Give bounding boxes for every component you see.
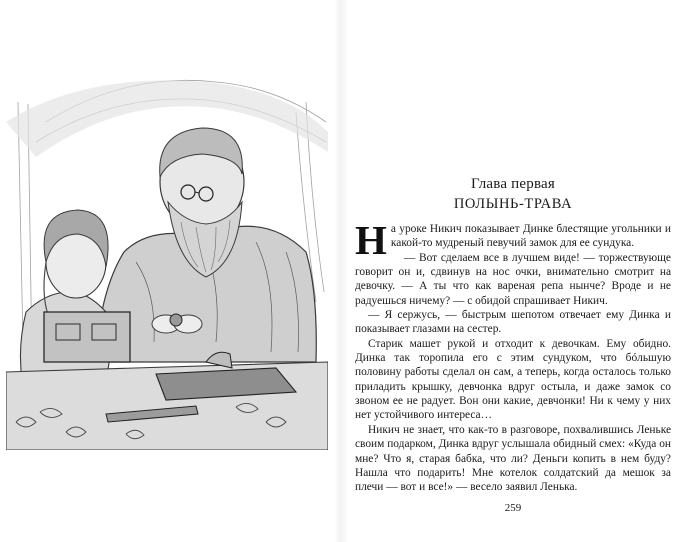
paragraph: — Я сержусь, — быстрым шепотом отвечает ему Динка и показывает глазами на сестер. bbox=[355, 309, 671, 336]
paragraph bbox=[355, 217, 671, 263]
left-page bbox=[0, 0, 342, 542]
book-gutter bbox=[334, 0, 348, 542]
paragraph: Старик машет рукой и отходит к девочкам. Ему обидно. Динка так торопила его с этим сундуком, что бóльшую половину работы сделал он сам, а теперь, когда осталось только приладить крышку, девчонка вдруг остыла, и даже замок со звоном ее не радует. Вон они какие, девчонки! Ни к чему у них нет устойчивого интереса… bbox=[355, 337, 671, 422]
chapter-title: ПОЛЫНЬ-ТРАВА bbox=[453, 196, 573, 212]
chapter-label: Глава первая bbox=[470, 176, 555, 192]
paragraph: Никич не знает, что как-то в разговоре, похвалившись Леньке своим подарком, Динка вдруг услышала обидный смех: «Куда он мне? Что я, старая бабка, что ли? Деньги копить в нем буду? Нашла что подарить! Мне котелок солдатский да мешок за плечи — вот и все!» — весело заявил Ленька. bbox=[355, 423, 671, 494]
right-page bbox=[355, 0, 671, 542]
paragraph-text: а уроке Никич показывает Динке блестящие угольники и какой-то мудреный певучий замок для ее сундука. bbox=[390, 223, 671, 250]
drop-cap: Н bbox=[355, 217, 387, 263]
chapter-text bbox=[355, 217, 671, 495]
paragraph: — Вот сделаем все в лучшем виде! — торжествующе говорит он и, сдвинув на нос очки, внимательно смотрит на девочку. — А ты что как вареная репа нынче? Вроде и не радуешься ничему? — с обидой спрашивает Никич. bbox=[355, 251, 671, 307]
pencil-illustration bbox=[6, 62, 328, 450]
page-number: 259 bbox=[504, 502, 522, 514]
